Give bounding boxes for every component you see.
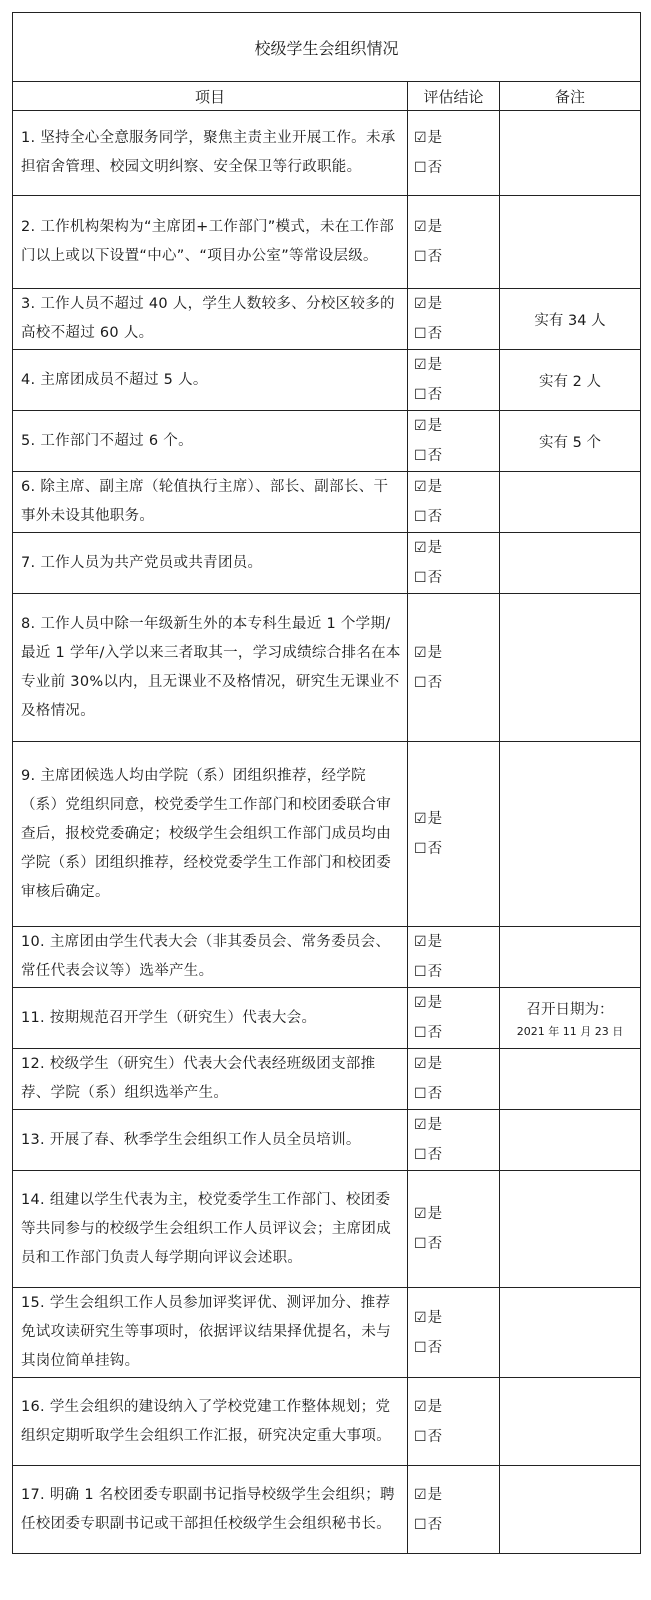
table-row [13,1288,641,1378]
table-row [13,533,641,594]
table-row [13,1110,641,1171]
checked-box-icon[interactable]: ☑ [414,357,427,373]
no-option[interactable] [414,1422,499,1452]
yes-option[interactable] [414,1199,499,1229]
note-date: 2021 年 11 月 23 日 [516,1024,624,1038]
item-text: 15. 学生会组织工作人员参加评奖评优、测评加分、推荐免试攻读研究生等事项时，依据评议结果择优提名，未与其岗位简单挂钩。 [13,1288,408,1378]
no-label: 否 [427,1516,443,1533]
no-option[interactable] [414,1018,499,1048]
title-row [13,13,641,82]
note-cell [500,472,641,533]
yes-label: 是 [427,357,443,373]
checked-box-icon[interactable]: ☑ [414,1309,427,1326]
table-row [13,1171,641,1288]
conclusion-cell [408,289,500,350]
header-row [13,82,641,111]
unchecked-box-icon[interactable]: ☐ [414,1516,427,1533]
yes-label: 是 [427,1056,443,1072]
conclusion-cell [408,196,500,289]
no-label: 否 [427,1428,443,1445]
table-row [13,594,641,742]
no-option[interactable] [414,957,499,987]
yes-label: 是 [427,1117,443,1133]
checked-box-icon[interactable]: ☑ [414,1117,427,1133]
unchecked-box-icon[interactable]: ☐ [414,1147,427,1163]
no-option[interactable] [414,1140,499,1170]
yes-label: 是 [427,219,443,235]
item-text: 11. 按期规范召开学生（研究生）代表大会。 [13,988,408,1049]
item-text: 7. 工作人员为共产党员或共青团员。 [13,533,408,594]
checked-box-icon[interactable]: ☑ [414,1056,427,1072]
yes-label: 是 [427,995,443,1011]
checked-box-icon[interactable]: ☑ [414,1398,427,1415]
conclusion-cell [408,594,500,742]
note-cell [500,988,641,1049]
note-cell [500,111,641,196]
unchecked-box-icon[interactable]: ☐ [414,160,427,176]
yes-option[interactable] [414,1110,499,1140]
no-option[interactable] [414,1079,499,1109]
checked-box-icon[interactable]: ☑ [414,418,427,434]
no-label: 否 [427,841,443,857]
note-cell [500,594,641,742]
unchecked-box-icon[interactable]: ☐ [414,1025,427,1041]
unchecked-box-icon[interactable]: ☐ [414,1086,427,1102]
unchecked-box-icon[interactable]: ☐ [414,509,427,525]
yes-label: 是 [427,1398,443,1415]
yes-label: 是 [427,644,443,661]
table-row [13,111,641,196]
checked-box-icon[interactable]: ☑ [414,540,427,556]
note-cell [500,1171,641,1288]
conclusion-cell [408,742,500,927]
conclusion-cell [408,1110,500,1171]
note-cell [500,742,641,927]
yes-option[interactable] [414,123,499,153]
yes-label: 是 [427,1486,443,1503]
no-label: 否 [427,326,443,342]
no-label: 否 [427,964,443,980]
conclusion-cell [408,988,500,1049]
note-cell [500,411,641,472]
table-row [13,196,641,289]
checked-box-icon[interactable]: ☑ [414,296,427,312]
table-row [13,988,641,1049]
yes-option[interactable] [414,1049,499,1079]
yes-option[interactable] [414,533,499,563]
conclusion-cell [408,1049,500,1110]
item-text: 1. 坚持全心全意服务同学，聚焦主责主业开展工作。未承担宿舍管理、校园文明纠察、安全保卫等行政职能。 [13,111,408,196]
no-option[interactable] [414,242,499,272]
yes-option[interactable] [414,1303,499,1333]
note-text: 召开日期为： [526,1001,614,1018]
header-item: 项目 [13,82,408,111]
yes-option[interactable] [414,212,499,242]
yes-option[interactable] [414,1480,499,1510]
note-cell [500,289,641,350]
item-text: 4. 主席团成员不超过 5 人。 [13,350,408,411]
no-option[interactable] [414,1510,499,1540]
no-label: 否 [427,1236,443,1252]
table-row [13,350,641,411]
checked-box-icon[interactable]: ☑ [414,219,427,235]
table-row [13,411,641,472]
item-text: 12. 校级学生（研究生）代表大会代表经班级团支部推荐、学院（系）组织选举产生。 [13,1049,408,1110]
no-option[interactable] [414,834,499,864]
note-cell [500,533,641,594]
checked-box-icon[interactable]: ☑ [414,811,427,827]
checked-box-icon[interactable]: ☑ [414,1206,427,1222]
yes-option[interactable] [414,411,499,441]
conclusion-cell [408,1171,500,1288]
conclusion-cell [408,1378,500,1466]
note-cell [500,1288,641,1378]
yes-option[interactable] [414,988,499,1018]
yes-option[interactable] [414,804,499,834]
conclusion-cell [408,927,500,988]
no-label: 否 [427,1025,443,1041]
yes-label: 是 [427,811,443,827]
no-label: 否 [427,674,443,691]
unchecked-box-icon[interactable]: ☐ [414,964,427,980]
no-option[interactable] [414,441,499,471]
yes-label: 是 [427,1206,443,1222]
unchecked-box-icon[interactable]: ☐ [414,570,427,586]
note-cell [500,1110,641,1171]
note-cell [500,1049,641,1110]
item-text: 8. 工作人员中除一年级新生外的本专科生最近 1 个学期/最近 1 学年/入学以来三者取其一，学习成绩综合排名在本专业前 30%以内，且无课业不及格情况，研究生无课业不及格情况。 [13,594,408,742]
table-body [13,111,641,1554]
yes-option[interactable] [414,289,499,319]
unchecked-box-icon[interactable]: ☐ [414,387,427,403]
yes-label: 是 [427,418,443,434]
item-text: 2. 工作机构架构为“主席团+工作部门”模式，未在工作部门以上或以下设置“中心”、“项目办公室”等常设层级。 [13,196,408,289]
no-option[interactable] [414,563,499,593]
table-row [13,1466,641,1554]
item-text: 17. 明确 1 名校团委专职副书记指导校级学生会组织；聘任校团委专职副书记或干部担任校级学生会组织秘书长。 [13,1466,408,1554]
checked-box-icon[interactable]: ☑ [414,1486,427,1503]
yes-option[interactable] [414,638,499,668]
table-row [13,1378,641,1466]
checked-box-icon[interactable]: ☑ [414,995,427,1011]
yes-label: 是 [427,130,443,146]
unchecked-box-icon[interactable]: ☐ [414,1428,427,1445]
no-option[interactable] [414,319,499,349]
conclusion-cell [408,411,500,472]
unchecked-box-icon[interactable]: ☐ [414,249,427,265]
no-label: 否 [427,509,443,525]
note-text: 实有 34 人 [534,312,606,329]
checked-box-icon[interactable]: ☑ [414,479,427,495]
unchecked-box-icon[interactable]: ☐ [414,841,427,857]
no-option[interactable] [414,1333,499,1363]
conclusion-cell [408,111,500,196]
table-row [13,1049,641,1110]
conclusion-cell [408,533,500,594]
header-note: 备注 [500,82,641,111]
conclusion-cell [408,1288,500,1378]
unchecked-box-icon[interactable]: ☐ [414,1236,427,1252]
item-text: 10. 主席团由学生代表大会（非其委员会、常务委员会、常任代表会议等）选举产生。 [13,927,408,988]
no-label: 否 [427,570,443,586]
note-cell [500,927,641,988]
no-label: 否 [427,1086,443,1102]
no-label: 否 [427,1339,443,1356]
table-row [13,742,641,927]
item-text: 5. 工作部门不超过 6 个。 [13,411,408,472]
header-conclusion: 评估结论 [408,82,500,111]
yes-label: 是 [427,479,443,495]
no-option[interactable] [414,502,499,532]
item-text: 14. 组建以学生代表为主，校党委学生工作部门、校团委等共同参与的校级学生会组织工作人员评议会；主席团成员和工作部门负责人每学期向评议会述职。 [13,1171,408,1288]
yes-label: 是 [427,1309,443,1326]
no-option[interactable] [414,380,499,410]
checked-box-icon[interactable]: ☑ [414,644,427,661]
yes-label: 是 [427,540,443,556]
note-text: 实有 5 个 [539,434,601,451]
yes-label: 是 [427,934,443,950]
yes-option[interactable] [414,927,499,957]
note-text: 实有 2 人 [539,373,601,390]
no-label: 否 [427,160,443,176]
item-text: 16. 学生会组织的建设纳入了学校党建工作整体规划；党组织定期听取学生会组织工作汇报，研究决定重大事项。 [13,1378,408,1466]
item-text: 3. 工作人员不超过 40 人，学生人数较多、分校区较多的高校不超过 60 人。 [13,289,408,350]
note-cell [500,196,641,289]
conclusion-cell [408,1466,500,1554]
table-row [13,472,641,533]
table-title: 校级学生会组织情况 [13,13,641,82]
item-text: 6. 除主席、副主席（轮值执行主席）、部长、副部长、干事外未设其他职务。 [13,472,408,533]
no-label: 否 [427,249,443,265]
unchecked-box-icon[interactable]: ☐ [414,448,427,464]
unchecked-box-icon[interactable]: ☐ [414,326,427,342]
no-label: 否 [427,387,443,403]
unchecked-box-icon[interactable]: ☐ [414,1339,427,1356]
conclusion-cell [408,472,500,533]
no-option[interactable] [414,668,499,698]
item-text: 13. 开展了春、秋季学生会组织工作人员全员培训。 [13,1110,408,1171]
checked-box-icon[interactable]: ☑ [414,130,427,146]
no-option[interactable] [414,1229,499,1259]
note-cell [500,1466,641,1554]
table-row [13,927,641,988]
no-label: 否 [427,1147,443,1163]
checked-box-icon[interactable]: ☑ [414,934,427,950]
no-option[interactable] [414,153,499,183]
note-cell [500,1378,641,1466]
yes-label: 是 [427,296,443,312]
item-text: 9. 主席团候选人均由学院（系）团组织推荐，经学院（系）党组织同意，校党委学生工作部门和校团委联合审查后，报校党委确定；校级学生会组织工作部门成员均由学院（系）团组织推荐，经校党委学生工作部门和校团委审核后确定。 [13,742,408,927]
yes-option[interactable] [414,350,499,380]
unchecked-box-icon[interactable]: ☐ [414,674,427,691]
evaluation-table [12,12,641,1554]
no-label: 否 [427,448,443,464]
conclusion-cell [408,350,500,411]
yes-option[interactable] [414,1392,499,1422]
table-row [13,289,641,350]
note-cell [500,350,641,411]
yes-option[interactable] [414,472,499,502]
